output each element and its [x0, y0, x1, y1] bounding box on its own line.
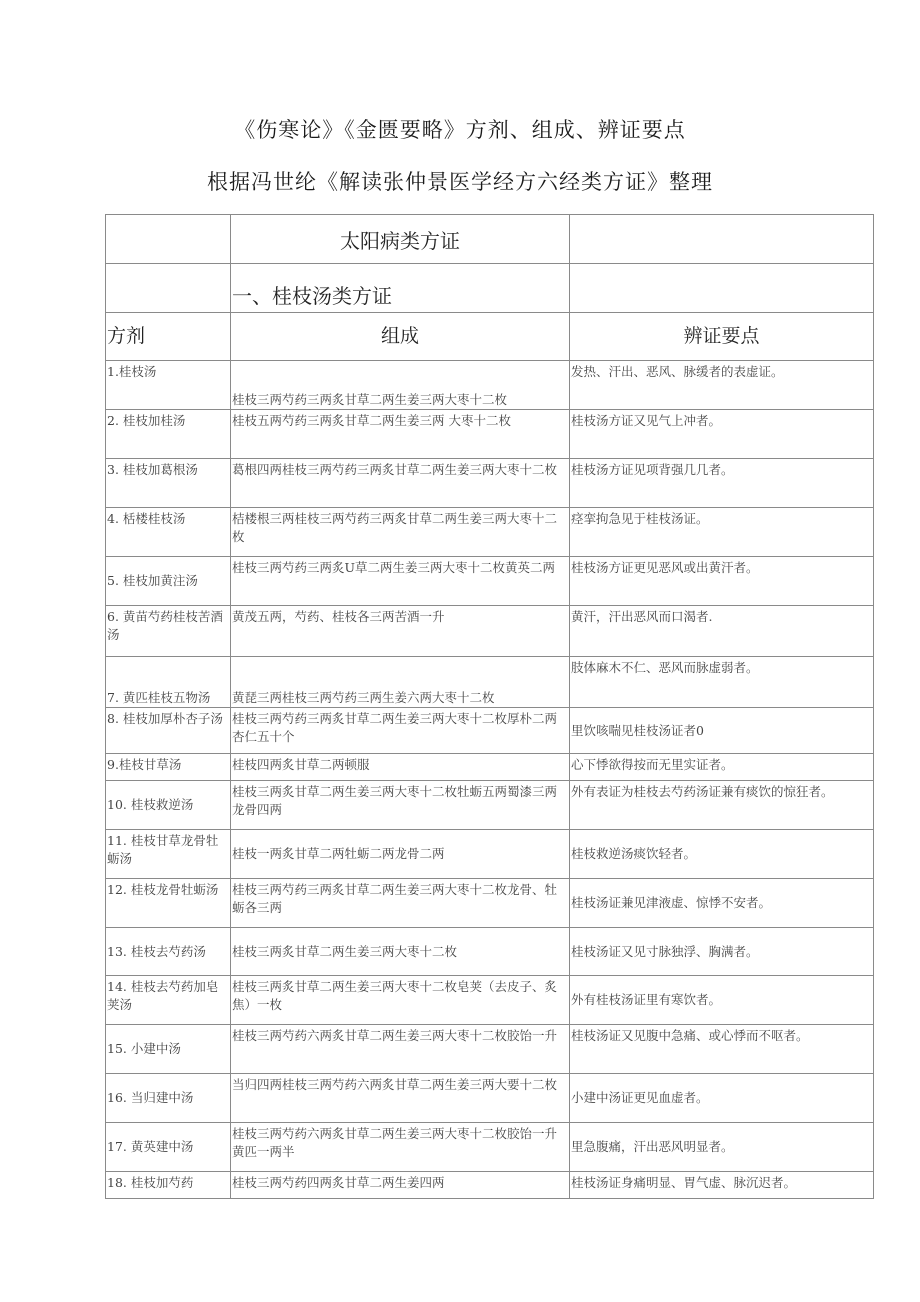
formula-table — [105, 214, 874, 1199]
formula-composition: 黄琵三两桂枝三两芍药三两生姜六两大枣十二枚 — [231, 657, 570, 708]
formula-key-points: 里饮咳喘见桂枝汤证者0 — [570, 708, 874, 754]
formula-key-points: 桂枝汤方证更见恶风或出黄汗者。 — [570, 557, 874, 606]
formula-key-points: 桂枝汤证身痛明显、胃气虚、脉沉迟者。 — [570, 1172, 874, 1199]
formula-name: 11. 桂枝甘草龙骨牡蛎汤 — [106, 830, 231, 879]
table-row — [106, 708, 874, 754]
header-formula: 方剂 — [107, 325, 146, 347]
table-row — [106, 781, 874, 830]
table-row — [106, 361, 874, 410]
formula-composition: 桔楼根三两桂枝三两芍药三两炙甘草二两生姜三两大枣十二枚 — [231, 508, 570, 557]
formula-name: 3. 桂枝加葛根汤 — [106, 459, 231, 508]
formula-name: 15. 小建中汤 — [106, 1025, 231, 1074]
table-row — [106, 410, 874, 459]
formula-name: 2. 桂枝加桂汤 — [106, 410, 231, 459]
formula-key-points: 小建中汤证更见血虚者。 — [570, 1074, 874, 1123]
empty-cell — [570, 264, 874, 313]
empty-cell — [106, 215, 231, 264]
table-row — [106, 1074, 874, 1123]
formula-key-points: 肢体麻木不仁、恶风而脉虚弱者。 — [570, 657, 874, 708]
table-row — [106, 508, 874, 557]
formula-key-points: 外有表证为桂枝去芍药汤证兼有痰饮的惊狂者。 — [570, 781, 874, 830]
table-row — [106, 754, 874, 781]
table-row — [106, 1123, 874, 1172]
formula-name: 6. 黄苗芍药桂枝苦酒汤 — [106, 606, 231, 657]
document-title: 《伤寒论》《金匮要略》方剂、组成、辨证要点 — [234, 118, 686, 142]
document-subtitle: 根据冯世纶《解读张仲景医学经方六经类方证》整理 — [207, 170, 713, 194]
formula-composition: 桂枝三两芍药六两炙甘草二两生姜三两大枣十二枚胶饴一升黄匹一两半 — [231, 1123, 570, 1172]
section-heading-cell — [231, 215, 570, 264]
formula-composition: 桂枝五两芍药三两炙甘草二两生姜三两 大枣十二枚 — [231, 410, 570, 459]
formula-key-points: 外有桂枝汤证里有寒饮者。 — [570, 976, 874, 1025]
formula-composition: 桂枝三两芍药三两炙甘草二两生姜三两大枣十二枚 — [231, 361, 570, 410]
formula-composition: 桂枝三两炙甘草二两生姜三两大枣十二枚牡蛎五两蜀漆三两龙骨四两 — [231, 781, 570, 830]
table-row — [106, 606, 874, 657]
formula-key-points: 黄汗，汗出恶风而口渴者. — [570, 606, 874, 657]
formula-key-points: 桂枝汤方证见项背强几几者。 — [570, 459, 874, 508]
formula-key-points: 心下悸欲得按而无里实证者。 — [570, 754, 874, 781]
formula-name: 4. 栝楼桂枝汤 — [106, 508, 231, 557]
formula-name: 9.桂枝甘草汤 — [106, 754, 231, 781]
formula-composition: 桂枝三两炙甘草二两生姜三两大枣十二枚 — [231, 928, 570, 976]
formula-name: 5. 桂枝加黄注汤 — [106, 557, 231, 606]
formula-composition: 当归四两桂枝三两芍药六两炙甘草二两生姜三两大要十二枚 — [231, 1074, 570, 1123]
table-row — [106, 1172, 874, 1199]
formula-key-points: 发热、汗出、恶风、脉缓者的表虚证。 — [570, 361, 874, 410]
table-row — [106, 1025, 874, 1074]
formula-name: 8. 桂枝加厚朴杏子汤 — [106, 708, 231, 754]
subsection-heading: 一、桂枝汤类方证 — [232, 284, 392, 308]
formula-key-points: 桂枝救逆汤痰饮轻者。 — [570, 830, 874, 879]
section-heading-row — [106, 215, 874, 264]
empty-cell — [570, 215, 874, 264]
subsection-heading-cell — [231, 264, 570, 313]
formula-key-points: 桂枝汤方证又见气上冲者。 — [570, 410, 874, 459]
formula-name: 10. 桂枝救逆汤 — [106, 781, 231, 830]
formula-composition: 黄茂五两，芍药、桂枝各三两苦酒一升 — [231, 606, 570, 657]
table-row — [106, 830, 874, 879]
formula-composition: 桂枝四两炙甘草二两顿服 — [231, 754, 570, 781]
table-row — [106, 557, 874, 606]
formula-name: 12. 桂枝龙骨牡蛎汤 — [106, 879, 231, 928]
formula-composition: 桂枝三两芍药三两炙U草二两生姜三两大枣十二枚黄英二两 — [231, 557, 570, 606]
empty-cell — [106, 264, 231, 313]
subsection-heading-row — [106, 264, 874, 313]
table-row — [106, 928, 874, 976]
formula-composition: 桂枝三两芍药四两炙甘草二两生姜四两 — [231, 1172, 570, 1199]
section-heading: 太阳病类方证 — [340, 229, 460, 253]
header-composition: 组成 — [380, 325, 419, 347]
header-key-points: 辨证要点 — [683, 325, 760, 347]
formula-key-points: 桂枝汤证又见寸脉独浮、胸满者。 — [570, 928, 874, 976]
table-row — [106, 976, 874, 1025]
header-formula-cell — [106, 313, 231, 361]
formula-name: 16. 当归建中汤 — [106, 1074, 231, 1123]
formula-composition: 桂枝三两芍药三两炙甘草二两生姜三两大枣十二枚龙骨、牡蛎各三两 — [231, 879, 570, 928]
formula-name: 14. 桂枝去芍药加皂荚汤 — [106, 976, 231, 1025]
formula-name: 7. 黄匹桂枝五物汤 — [106, 657, 231, 708]
table-row — [106, 459, 874, 508]
formula-name: 17. 黄英建中汤 — [106, 1123, 231, 1172]
formula-composition: 葛根四两桂枝三两芍药三两炙甘草二两生姜三两大枣十二枚 — [231, 459, 570, 508]
formula-name: 18. 桂枝加芍药 — [106, 1172, 231, 1199]
formula-name: 13. 桂枝去芍药汤 — [106, 928, 231, 976]
formula-name: 1.桂枝汤 — [106, 361, 231, 410]
header-key-points-cell — [570, 313, 874, 361]
table-row — [106, 657, 874, 708]
formula-composition: 桂枝一两炙甘草二两牡蛎二两龙骨二两 — [231, 830, 570, 879]
header-composition-cell — [231, 313, 570, 361]
formula-key-points: 痉挛拘急见于桂枝汤证。 — [570, 508, 874, 557]
formula-key-points: 桂枝汤证兼见津液虚、惊悸不安者。 — [570, 879, 874, 928]
formula-key-points: 桂枝汤证又见腹中急痛、或心悸而不呕者。 — [570, 1025, 874, 1074]
formula-key-points: 里急腹痛，汗出恶风明显者。 — [570, 1123, 874, 1172]
formula-composition: 桂枝三两炙甘草二两生姜三两大枣十二枚皂荚（去皮子、炙焦）一枚 — [231, 976, 570, 1025]
formula-composition: 桂枝三两芍药三两炙甘草二两生姜三两大枣十二枚厚朴二两杏仁五十个 — [231, 708, 570, 754]
table-header-row — [106, 313, 874, 361]
formula-composition: 桂枝三两芍药六两炙甘草二两生姜三两大枣十二枚胶饴一升 — [231, 1025, 570, 1074]
table-row — [106, 879, 874, 928]
